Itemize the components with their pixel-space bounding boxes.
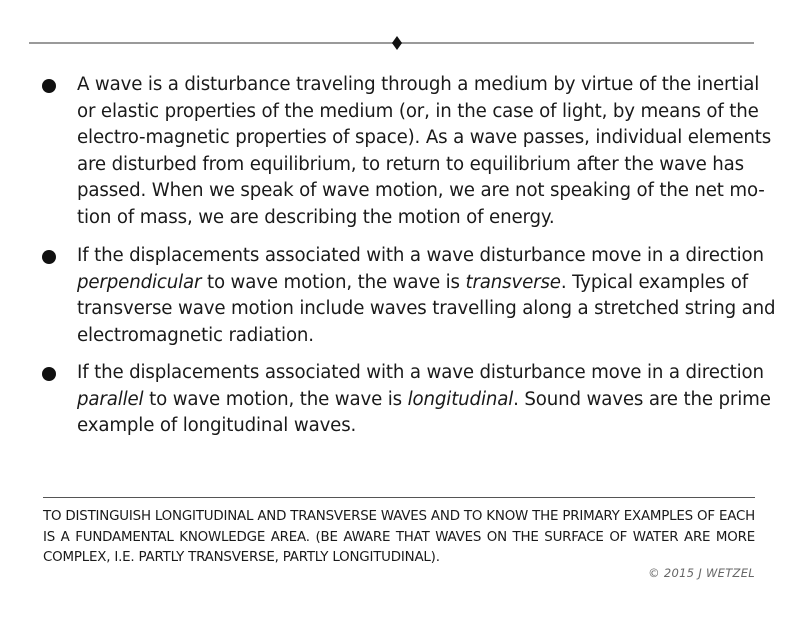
- text-fragment: . Typical examples of: [560, 271, 748, 293]
- summary-note: [43, 507, 755, 569]
- text-line: [77, 387, 771, 414]
- text-line: electromagnetic radiation.: [77, 324, 314, 346]
- diamond-ornament-icon: [392, 36, 402, 50]
- emphasis-parallel: parallel: [77, 388, 144, 410]
- note-line: IS A FUNDAMENTAL KNOWLEDGE AREA. (BE AWARE THAT WAVES ON THE SURFACE OF WATER ARE MORE: [43, 529, 755, 545]
- text-line: tion of mass, we are describing the motion of energy.: [77, 206, 555, 228]
- bullet-dot-icon: [42, 250, 56, 264]
- bullet-dot-icon: [42, 367, 56, 381]
- emphasis-longitudinal: longitudinal: [407, 388, 514, 410]
- note-line: COMPLEX, I.E. PARTLY TRANSVERSE, PARTLY LONGITUDINAL).: [43, 550, 440, 565]
- text-line: A wave is a disturbance traveling through a medium by virtue of the inertial: [77, 74, 760, 95]
- text-line: or elastic properties of the medium (or, in the case of light, by means of the: [77, 100, 759, 122]
- text-line: electro-magnetic properties of space). As a wave passes, individual elements: [77, 127, 772, 148]
- text-line: If the displacements associated with a wave disturbance move in a direction: [77, 362, 764, 383]
- text-line: [77, 270, 775, 297]
- emphasis-transverse: transverse: [465, 271, 561, 293]
- text-line: If the displacements associated with a wave disturbance move in a direction: [77, 245, 764, 266]
- text-fragment: to wave motion, the wave is: [201, 271, 466, 293]
- text-fragment: to wave motion, the wave is: [143, 388, 408, 410]
- bullet-text: [77, 72, 771, 231]
- text-line: are disturbed from equilibrium, to return to equilibrium after the wave has: [77, 153, 744, 175]
- bottom-divider: [43, 497, 755, 498]
- bullet-text: [77, 360, 771, 440]
- text-fragment: . Sound waves are the prime: [513, 388, 771, 410]
- bullet-text: [77, 243, 775, 349]
- copyright-notice: © 2015 J WETZEL: [648, 566, 755, 580]
- emphasis-perpendicular: perpendicular: [77, 271, 202, 293]
- note-line: TO DISTINGUISH LONGITUDINAL AND TRANSVERSE WAVES AND TO KNOW THE PRIMARY EXAMPLES OF EACH: [43, 509, 755, 524]
- bullet-dot-icon: [42, 79, 56, 93]
- text-line: passed. When we speak of wave motion, we are not speaking of the net mo-: [77, 180, 765, 201]
- text-line: example of longitudinal waves.: [77, 415, 357, 436]
- text-line: transverse wave motion include waves travelling along a stretched string and: [77, 298, 776, 319]
